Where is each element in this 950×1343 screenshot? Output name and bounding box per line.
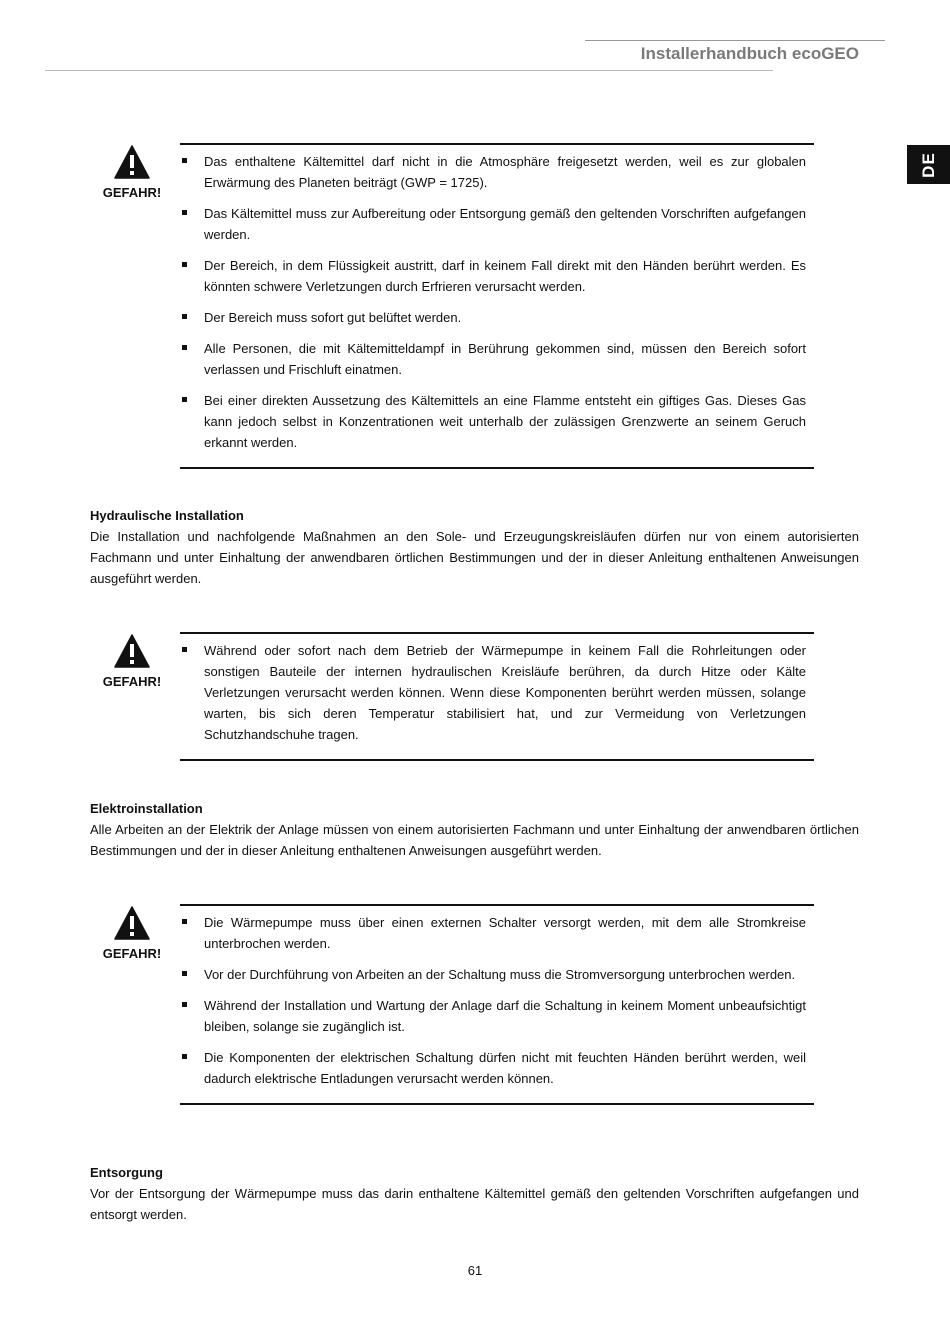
language-tab-label: DE — [918, 151, 938, 178]
danger-label: GEFAHR! — [102, 946, 162, 961]
section-heading: Entsorgung — [90, 1165, 163, 1180]
danger-list — [180, 151, 814, 453]
danger-label: GEFAHR! — [102, 185, 162, 200]
list-item: Der Bereich, in dem Flüssigkeit austritt, darf in keinem Fall direkt mit den Händen berührt werden. Es könnten schwere Verletzungen durch Erfrieren verursacht werden. — [180, 255, 814, 297]
list-item: Während der Installation und Wartung der Anlage darf die Schaltung in keinem Moment unbeaufsichtigt bleiben, solange sie zugänglich ist. — [180, 995, 814, 1037]
list-item: Das enthaltene Kältemittel darf nicht in die Atmosphäre freigesetzt werden, weil es zur globalen Erwärmung des Planeten beiträgt (GWP = 1725). — [180, 151, 814, 193]
page-number: 61 — [467, 1263, 483, 1278]
list-item: Vor der Durchführung von Arbeiten an der Schaltung muss die Stromversorgung unterbrochen werden. — [180, 964, 814, 985]
list-item: Das Kältemittel muss zur Aufbereitung oder Entsorgung gemäß den geltenden Vorschriften aufgefangen werden. — [180, 203, 814, 245]
section-heading: Elektroinstallation — [90, 801, 203, 816]
warning-triangle-icon — [114, 145, 150, 179]
list-item: Die Komponenten der elektrischen Schaltung dürfen nicht mit feuchten Händen berührt werden, weil dadurch elektrische Entladungen verursacht werden können. — [180, 1047, 814, 1089]
danger-list — [180, 640, 814, 745]
list-item: Alle Personen, die mit Kältemitteldampf in Berührung gekommen sind, müssen den Bereich sofort verlassen und Frischluft einatmen. — [180, 338, 814, 380]
list-item: Die Wärmepumpe muss über einen externen Schalter versorgt werden, mit dem alle Stromkreise unterbrochen werden. — [180, 912, 814, 954]
danger-notice-box — [180, 632, 814, 761]
list-item: Bei einer direkten Aussetzung des Kältemittels an eine Flamme entsteht ein giftiges Gas. Dieses Gas kann jedoch selbst in Konzentrationen weit unterhalb der zulässigen Grenzwerte an seinem Geruch erkannt werden. — [180, 390, 814, 453]
warning-triangle-icon — [114, 634, 150, 668]
section-body: Die Installation und nachfolgende Maßnahmen an den Sole- und Erzeugungskreisläufen dürfen nur von einem autorisierten Fachmann und unter Einhaltung der anwendbaren örtlichen Bestimmungen und der in dieser Anleitung enthaltenen Anweisungen ausgeführt werden. — [90, 529, 859, 586]
danger-icon-column — [90, 145, 174, 200]
danger-notice-box — [180, 143, 814, 469]
header-rule-top — [585, 40, 885, 41]
list-item: Der Bereich muss sofort gut belüftet werden. — [180, 307, 814, 328]
danger-icon-column — [90, 906, 174, 961]
language-tab — [907, 145, 950, 184]
section-electrical — [90, 798, 859, 861]
warning-triangle-icon — [114, 906, 150, 940]
danger-notice-box — [180, 904, 814, 1105]
list-item: Während oder sofort nach dem Betrieb der Wärmepumpe in keinem Fall die Rohrleitungen oder sonstigen Bauteile der internen hydraulischen Kreisläufe berühren, da durch Hitze oder Kälte Verletzungen verursacht werden können. Wenn diese Komponenten berührt werden müssen, solange warten, bis sich deren Temperatur stabilisiert hat, und zur Vermeidung von Verletzungen Schutzhandschuhe tragen. — [180, 640, 814, 745]
danger-icon-column — [90, 634, 174, 689]
section-hydraulic — [90, 505, 859, 589]
section-body: Alle Arbeiten an der Elektrik der Anlage müssen von einem autorisierten Fachmann und unter Einhaltung der anwendbaren örtlichen Bestimmungen und der in dieser Anleitung enthaltenen Anweisungen ausgeführt werden. — [90, 822, 859, 858]
section-heading: Hydraulische Installation — [90, 508, 244, 523]
section-disposal — [90, 1162, 859, 1225]
danger-list — [180, 912, 814, 1089]
danger-label: GEFAHR! — [102, 674, 162, 689]
page-header-title: Installerhandbuch ecoGEO — [640, 44, 859, 63]
header-rule-bottom — [45, 70, 773, 71]
section-body: Vor der Entsorgung der Wärmepumpe muss das darin enthaltene Kältemittel gemäß den geltenden Vorschriften aufgefangen und entsorgt werden. — [90, 1186, 859, 1222]
